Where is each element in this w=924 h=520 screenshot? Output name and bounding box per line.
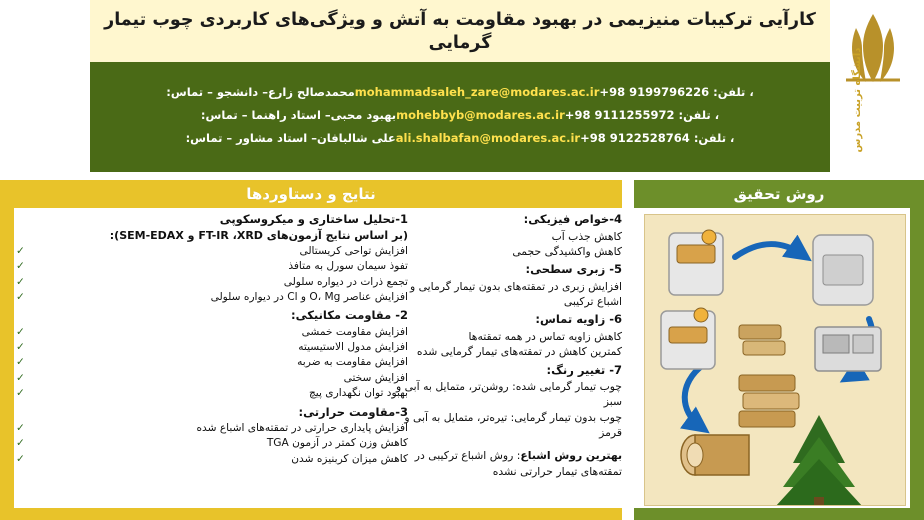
check-icon: ✓ [16, 260, 25, 273]
findings-g4-item-1: کاهش جذب آب [551, 229, 622, 243]
author-2-email[interactable]: mohebbyb@modares.ac.ir [396, 108, 565, 122]
method-g2-item-2: افزایش مدول الاستیسیته [298, 341, 408, 354]
method-group-3-title: 3-مقاومت حرارتی: [298, 404, 408, 419]
check-icon: ✓ [16, 275, 25, 288]
author-2-phone: ، تلفن: 9111255972 98+ [564, 108, 720, 122]
author-line-2 [201, 108, 719, 122]
title-band [90, 0, 830, 62]
list-item [16, 436, 408, 451]
process-diagram-figure [644, 214, 906, 506]
process-diagram-illustration [644, 215, 905, 506]
wood-log [681, 435, 749, 475]
findings-group-5-title: 5- زبری سطحی: [525, 262, 622, 277]
findings-column [392, 212, 622, 508]
method-g3-item-2: کاهش وزن کمتر در آزمون TGA [266, 437, 408, 450]
method-g3-item-1: افزایش پایداری حرارتی در تمقته‌های اشباع شده [196, 422, 408, 435]
check-icon: ✓ [16, 387, 25, 400]
author-3-phone: ، تلفن: 9122528764 98+ [580, 131, 735, 145]
method-g3-item-3: کاهش میزان کربنیزه شدن [291, 452, 408, 465]
university-logo [834, 4, 920, 168]
measuring-device [815, 327, 881, 371]
bottom-left-accent-rail [0, 508, 622, 520]
method-g2-item-4: افزایش سختی [343, 371, 408, 384]
author-3-name: علی شالبافان– استاد مشاور – تماس: [185, 131, 396, 145]
author-line-1 [166, 85, 753, 99]
findings-g6-item-1: کاهش زاویه تماس در همه تمقته‌ها [468, 329, 622, 343]
author-1-email[interactable]: mohammadsaleh_zare@modares.ac.ir [354, 85, 600, 99]
list-item [16, 259, 408, 274]
check-icon: ✓ [16, 356, 25, 369]
method-group-3 [16, 405, 408, 468]
section-banner-results [0, 180, 622, 208]
findings-group-6-title: 6- زاویه تماس: [535, 312, 622, 327]
author-2-name: بهبود محبی– استاد راهنما – تماس: [200, 108, 397, 122]
check-icon: ✓ [16, 371, 25, 384]
check-icon: ✓ [16, 452, 25, 465]
bottom-right-accent-rail [634, 508, 924, 520]
right-accent-rail [910, 208, 924, 520]
method-g1-item-4: افزایش عناصر O، Mg و Cl در دیواره سلولی [210, 290, 408, 303]
method-group-1-subtitle: (بر اساس نتایج آزمون‌های FT-IR ،XRD و SEM-EDAX): [109, 228, 408, 242]
method-g2-item-3: افزایش مقاومت به ضربه [297, 356, 408, 369]
findings-group-7-title: 7- تغییر رنگ: [546, 362, 622, 377]
check-icon: ✓ [16, 290, 25, 303]
left-accent-rail [0, 208, 14, 520]
method-g1-item-2: تفوذ سیمان سورل به متافذ [288, 260, 408, 273]
author-1-name: محمدصالح زارع– دانشجو – تماس: [166, 85, 355, 99]
check-icon: ✓ [16, 341, 25, 354]
best-method-note [392, 448, 622, 479]
list-item [16, 244, 408, 259]
check-icon: ✓ [16, 437, 25, 450]
tarbiat-modares-emblem-icon [840, 10, 906, 86]
findings-g7-item-1: چوب تیمار گرمایی شده: روشن‌تر، متمایل به آبی و سبز [396, 380, 622, 409]
method-g2-item-1: افزایش مقاومت خمشی [301, 325, 408, 338]
method-group-2 [16, 308, 408, 401]
method-g1-item-3: تجمع ذرات در دیواره سلولی [283, 275, 408, 288]
findings-group-6 [392, 312, 622, 359]
reactor-vessel-middle [661, 308, 715, 369]
list-item [16, 275, 408, 290]
method-g2-item-5: بهبود توان نگهداری پیچ [308, 387, 408, 400]
method-group-1-title: 1-تحلیل ساختاری و میکروسکوپی [219, 212, 408, 226]
author-3-email[interactable]: ali.shalbafan@modares.ac.ir [395, 131, 581, 145]
university-name: دانشگاه تربیت مدرس [852, 47, 863, 153]
author-line-3 [186, 131, 735, 145]
findings-group-4-title: 4-خواص فیزیکی: [523, 212, 622, 226]
section-banner-method [634, 180, 924, 208]
findings-group-4 [392, 212, 622, 259]
findings-g4-item-2: کاهش واکشیدگی حجمی [512, 244, 622, 258]
list-item [16, 421, 408, 436]
method-banner-label: روش تحقیق [733, 185, 825, 203]
list-item [16, 386, 408, 401]
list-item [16, 452, 408, 467]
author-1-phone: ، تلفن: 9199796226 98+ [599, 85, 754, 99]
best-method-text: : روش اشباع ترکیبی در تمقته‌های تیمار حرارتی نشده [414, 449, 622, 478]
poster-header [0, 0, 924, 172]
method-group-2-title: 2- مقاومت مکانیکی: [290, 308, 408, 323]
findings-group-5 [392, 262, 622, 309]
column-divider [622, 180, 634, 520]
findings-g7-item-2: چوب بدون تیمار گرمایی: تیره‌تر، متمایل به آبی و قرمز [404, 410, 622, 440]
authors-band [90, 62, 830, 172]
list-item [16, 355, 408, 370]
list-item [16, 325, 408, 340]
findings-group-7 [392, 363, 622, 441]
check-icon: ✓ [16, 325, 25, 338]
page-title: کارآیی ترکیبات منیزیمی در بهبود مقاومت به آتش و ویژگی‌های کاربردی چوب تیمار گرمایی [104, 9, 816, 53]
reactor-vessel-top [669, 230, 723, 295]
results-banner-label: نتایج و دستاوردها [246, 185, 376, 203]
list-item [16, 371, 408, 386]
best-method-label: بهترین روش اشباع [520, 449, 622, 463]
method-group-1 [16, 212, 408, 305]
check-icon: ✓ [16, 422, 25, 435]
list-item [16, 340, 408, 355]
method-g1-item-1: افزایش تواحی کریستالی [299, 244, 408, 257]
reactor-vessel-right [813, 235, 873, 305]
list-item [16, 290, 408, 305]
findings-g6-item-2: کمترین کاهش در تمقته‌های تیمار گرمایی شده [416, 345, 622, 359]
check-icon: ✓ [16, 244, 25, 257]
findings-g5-item-1: افزایش زبری در تمقته‌های بدون تیمار گرمایی و اشباع ترکیبی [410, 279, 622, 309]
method-results-column [16, 212, 412, 508]
